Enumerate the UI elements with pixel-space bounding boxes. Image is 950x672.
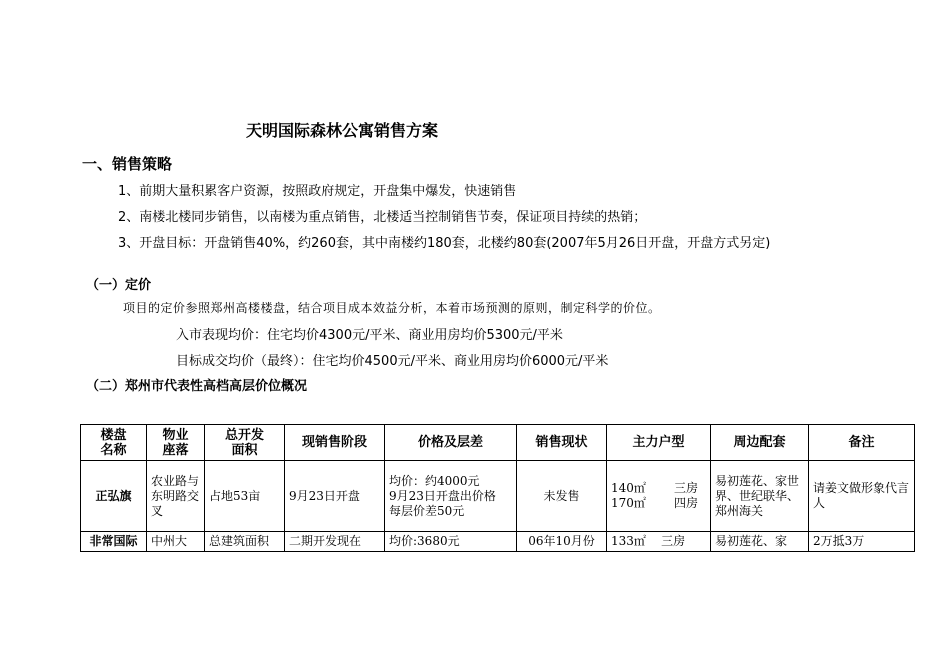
- strategy-item-1: 1、前期大量积累客户资源，按照政府规定，开盘集中爆发，快速销售: [118, 184, 517, 199]
- header-note: 备注: [809, 425, 915, 461]
- unit-size: 170㎡: [611, 496, 646, 510]
- price-survey-table: [80, 424, 915, 552]
- unit-type: 四房: [673, 496, 698, 510]
- cell-facilities: 易初莲花、家世界、世纪联华、郑州海关: [711, 461, 809, 532]
- header-name: 楼盘 名称: [81, 425, 147, 461]
- header-status: 销售现状: [517, 425, 607, 461]
- cell-location: 中州大: [147, 532, 205, 552]
- cell-units: [607, 532, 711, 552]
- cell-price: 均价:3680元: [385, 532, 517, 552]
- unit-size: 140㎡: [611, 481, 646, 495]
- header-units: 主力户型: [607, 425, 711, 461]
- unit-type: 三房: [661, 534, 686, 548]
- header-price: 价格及层差: [385, 425, 517, 461]
- section-heading-pricing: （一）定价: [86, 278, 152, 293]
- unit-size: 133㎡: [611, 534, 646, 548]
- cell-area: 总建筑面积: [205, 532, 285, 552]
- strategy-item-2: 2、南楼北楼同步销售，以南楼为重点销售，北楼适当控制销售节奏，保证项目持续的热销；: [118, 210, 647, 225]
- cell-stage: 二期开发现在: [285, 532, 385, 552]
- entry-price: 入市表现均价：住宅均价4300元/平米、商业用房均价5300元/平米: [176, 328, 563, 343]
- unit-type: 三房: [673, 481, 698, 495]
- page-title: 天明国际森林公寓销售方案: [246, 121, 439, 140]
- pricing-intro: 项目的定价参照郑州高楼楼盘，结合项目成本效益分析，本着市场预测的原则，制定科学的价位。: [123, 301, 661, 315]
- section-heading-survey: （二）郑州市代表性高档高层价位概况: [86, 379, 308, 394]
- table-row: [81, 532, 915, 552]
- cell-units: [607, 461, 711, 532]
- cell-name: 非常国际: [81, 532, 147, 552]
- cell-note: 2万抵3万: [809, 532, 915, 552]
- unit-line: [611, 481, 706, 496]
- cell-status: 未发售: [517, 461, 607, 532]
- header-location: 物业 座落: [147, 425, 205, 461]
- section-heading-sales-strategy: 一、销售策略: [82, 155, 173, 173]
- cell-area: 占地53亩: [205, 461, 285, 532]
- strategy-item-3: 3、开盘目标：开盘销售40%，约260套，其中南楼约180套，北楼约80套(2007年5月26日开盘，开盘方式另定): [118, 236, 771, 251]
- table-header-row: [81, 425, 915, 461]
- unit-line: [611, 496, 706, 511]
- cell-location: 农业路与东明路交叉: [147, 461, 205, 532]
- table-row: [81, 461, 915, 532]
- header-facilities: 周边配套: [711, 425, 809, 461]
- header-stage: 现销售阶段: [285, 425, 385, 461]
- cell-status: 06年10月份: [517, 532, 607, 552]
- cell-name: 正弘旗: [81, 461, 147, 532]
- cell-facilities: 易初莲花、家: [711, 532, 809, 552]
- header-area: 总开发 面积: [205, 425, 285, 461]
- cell-price: 均价：约4000元 9月23日开盘出价格 每层价差50元: [385, 461, 517, 532]
- target-price: 目标成交均价（最终）：住宅均价4500元/平米、商业用房均价6000元/平米: [176, 354, 609, 369]
- cell-stage: 9月23日开盘: [285, 461, 385, 532]
- cell-note: 请姜文做形象代言人: [809, 461, 915, 532]
